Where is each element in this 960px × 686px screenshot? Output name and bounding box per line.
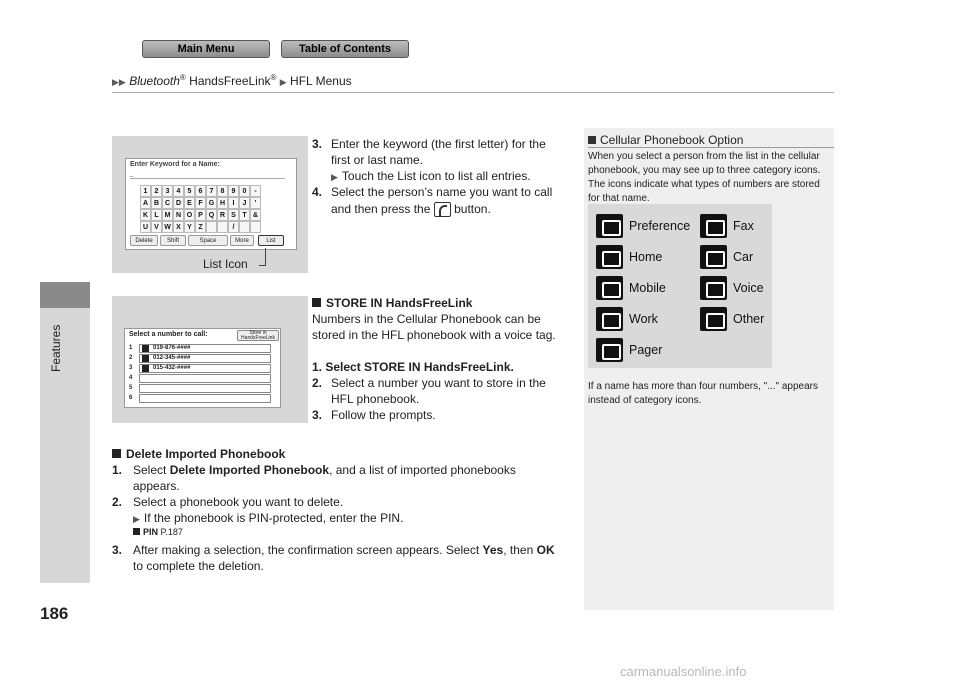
side-tab-marker <box>40 282 90 308</box>
select-number-screenshot <box>112 296 308 423</box>
keyboard-key: N <box>173 209 184 221</box>
keyboard-key <box>206 221 217 233</box>
category-voice <box>700 276 764 300</box>
category-label: Work <box>629 312 658 326</box>
category-icon <box>142 345 149 352</box>
step-4-text-b: button. <box>454 202 491 216</box>
row-number: 1 <box>129 345 133 351</box>
phone-number: 015-432-#### <box>153 365 191 371</box>
store-step-2-line-2: HFL phonebook. <box>331 392 420 406</box>
pin-reference-label[interactable]: PIN <box>143 527 159 537</box>
delete-step-1-line-2: appears. <box>133 479 180 493</box>
number-row <box>129 353 271 363</box>
sidebar-title-text: Cellular Phonebook Option <box>600 133 744 147</box>
store-heading <box>312 295 472 311</box>
category-icon <box>142 365 149 372</box>
keyboard-key: K <box>140 209 151 221</box>
category-icons-box <box>588 204 772 368</box>
pin-reference-page[interactable]: P.187 <box>160 527 183 537</box>
main-menu-button[interactable]: Main Menu <box>142 40 270 58</box>
select-number-title: Select a number to call: <box>129 331 208 338</box>
keyboard-key: L <box>151 209 162 221</box>
row-cell <box>139 384 271 393</box>
delete-step-3-line-2: to complete the deletion. <box>133 559 264 573</box>
keyboard-key: O <box>184 209 195 221</box>
row-cell <box>139 374 271 383</box>
sidebar-title <box>588 133 743 147</box>
row-cell <box>139 344 271 353</box>
section-square-icon <box>112 449 121 458</box>
step-3-sub-text: Touch the List icon to list all entries. <box>341 169 531 183</box>
keyword-input: _ <box>130 171 285 179</box>
row-number: 4 <box>129 375 133 381</box>
watermark: carmanualsonline.info <box>620 664 747 679</box>
category-home <box>596 245 662 269</box>
keyboard-key: V <box>151 221 162 233</box>
delete-step-3-then: , then <box>503 543 534 557</box>
keyboard-key: I <box>228 197 239 209</box>
preference-phone-icon <box>596 214 623 238</box>
keyboard-key: J <box>239 197 250 209</box>
category-icon <box>142 355 149 362</box>
list-key: List <box>258 235 284 246</box>
keyboard-key: Q <box>206 209 217 221</box>
keyboard-key: 0 <box>239 185 250 197</box>
step-4-text-a: and then press the <box>331 202 431 216</box>
keyboard-key: / <box>228 221 239 233</box>
step-4-line-1: Select the person’s name you want to call <box>331 185 553 199</box>
keyboard-key: - <box>250 185 261 197</box>
ok-label: OK <box>536 543 555 557</box>
delete-step-2-sub <box>133 510 403 527</box>
keyboard-key: H <box>217 197 228 209</box>
list-icon-caption: List Icon <box>203 257 248 271</box>
keyboard-key: 9 <box>228 185 239 197</box>
pager-icon <box>596 338 623 362</box>
category-label: Other <box>733 312 765 326</box>
category-preference <box>596 214 690 238</box>
keyboard-key: E <box>184 197 195 209</box>
row-cell <box>139 364 271 373</box>
phone-number: 012-345-#### <box>153 355 191 361</box>
number-list <box>129 343 271 403</box>
keyword-screen <box>125 158 297 250</box>
keyboard-key: Z <box>195 221 206 233</box>
keyboard-key: 5 <box>184 185 195 197</box>
keyboard-key: P <box>195 209 206 221</box>
keyboard-key: B <box>151 197 162 209</box>
keyboard-key <box>239 221 250 233</box>
reference-arrow-icon <box>133 528 140 535</box>
breadcrumb-arrow-icon: ▶▶ <box>112 77 126 87</box>
sidebar-rule <box>588 147 834 148</box>
breadcrumb-handsfreelink[interactable]: HandsFreeLink <box>185 74 271 88</box>
delete-step-3-line-1 <box>133 542 555 558</box>
keyboard-key <box>250 221 261 233</box>
keyboard-key: M <box>162 209 173 221</box>
keyboard-key: W <box>162 221 173 233</box>
row-number: 3 <box>129 365 133 371</box>
keyboard-key: Y <box>184 221 195 233</box>
delete-step-2: Select a phonebook you want to delete. <box>133 495 344 509</box>
sidebar-note <box>584 128 834 610</box>
page-number: 186 <box>40 604 69 623</box>
number-row <box>129 383 271 393</box>
delete-step-2-sub-text: If the phonebook is PIN-protected, enter the PIN. <box>143 511 404 525</box>
mobile-icon <box>596 276 623 300</box>
keyboard-key: U <box>140 221 151 233</box>
step-4-line-2 <box>331 201 491 217</box>
home-icon <box>596 245 623 269</box>
category-other <box>700 307 764 331</box>
talk-button-icon <box>434 202 451 217</box>
keyboard-key: 7 <box>206 185 217 197</box>
category-label: Voice <box>733 281 764 295</box>
keyboard-key: 2 <box>151 185 162 197</box>
fax-icon <box>700 214 727 238</box>
row-number: 6 <box>129 395 133 401</box>
store-step-3: Follow the prompts. <box>331 408 436 422</box>
number-row <box>129 343 271 353</box>
keyboard-key: R <box>217 209 228 221</box>
category-label: Fax <box>733 219 754 233</box>
category-mobile <box>596 276 666 300</box>
keyboard-key: 8 <box>217 185 228 197</box>
registered-mark: ® <box>270 73 277 82</box>
keyboard-key: X <box>173 221 184 233</box>
store-in-hfl-button: Store in HandsFreeLink <box>237 330 279 341</box>
category-label: Car <box>733 250 754 264</box>
delete-step-3-num: 3. <box>112 543 123 557</box>
keyboard-key: 6 <box>195 185 206 197</box>
category-fax <box>700 214 754 238</box>
row-cell <box>139 354 271 363</box>
number-row <box>129 393 271 403</box>
keyboard-key: ' <box>250 197 261 209</box>
phone-number: 019-876-#### <box>153 345 191 351</box>
space-key: Space <box>188 235 228 246</box>
delete-heading-text: Delete Imported Phonebook <box>126 447 286 461</box>
keyboard-key: S <box>228 209 239 221</box>
more-key: More <box>230 235 254 246</box>
delete-step-1-num: 1. <box>112 463 123 477</box>
header-divider <box>112 92 834 93</box>
pin-reference[interactable] <box>133 527 183 537</box>
registered-mark: ® <box>179 73 186 82</box>
category-label: Pager <box>629 343 663 357</box>
car-icon <box>700 245 727 269</box>
step-3-line-2: first or last name. <box>331 153 424 167</box>
keyboard-key: & <box>250 209 261 221</box>
breadcrumb-bluetooth[interactable]: Bluetooth <box>129 74 180 88</box>
step-3-line-1: Enter the keyword (the first letter) for the <box>331 137 546 151</box>
store-para-2: stored in the HFL phonebook with a voice tag. <box>312 328 556 342</box>
delete-step-1-b: Delete Imported Phonebook <box>169 463 330 477</box>
breadcrumb <box>112 73 352 88</box>
select-number-screen <box>124 328 281 408</box>
delete-step-3-a: After making a selection, the confirmation screen appears. Select <box>133 543 480 557</box>
store-step-2-num: 2. <box>312 376 323 390</box>
keyboard-key: G <box>206 197 217 209</box>
category-pager <box>596 338 662 362</box>
number-row <box>129 363 271 373</box>
delete-step-1-line-1 <box>133 462 516 478</box>
sidebar-note-text: If a name has more than four numbers, "..." appears instead of category icons. <box>588 381 818 406</box>
delete-step-1-a: Select <box>133 463 167 477</box>
store-step-3-num: 3. <box>312 408 323 422</box>
keyword-entry-screenshot <box>112 136 308 273</box>
delete-key: Delete <box>130 235 158 246</box>
keyboard-key: D <box>173 197 184 209</box>
side-tab-label: Features <box>49 324 63 372</box>
voice-icon <box>700 276 727 300</box>
store-step-2-line-1: Select a number you want to store in the <box>331 376 546 390</box>
delete-heading <box>112 446 285 462</box>
work-icon <box>596 307 623 331</box>
triangle-bullet-icon: ▶ <box>133 514 140 524</box>
yes-label: Yes <box>482 543 504 557</box>
step-number: 3. <box>312 137 323 151</box>
keyboard-key: 3 <box>162 185 173 197</box>
keyboard-key: F <box>195 197 206 209</box>
star-icon <box>700 307 727 331</box>
keyboard-key: A <box>140 197 151 209</box>
number-row <box>129 373 271 383</box>
delete-step-2-num: 2. <box>112 495 123 509</box>
breadcrumb-hfl-menus: HFL Menus <box>290 74 352 88</box>
store-step-1: 1. Select STORE IN HandsFreeLink. <box>312 360 514 374</box>
breadcrumb-arrow-icon: ▶ <box>279 77 287 87</box>
delete-step-1-c: , and a list of imported phonebooks <box>329 463 516 477</box>
list-icon-callout-line <box>259 248 266 266</box>
note-icon <box>588 136 596 144</box>
category-label: Home <box>629 250 663 264</box>
category-label: Preference <box>629 219 691 233</box>
step-number: 4. <box>312 185 323 199</box>
row-cell <box>139 394 271 403</box>
table-of-contents-button[interactable]: Table of Contents <box>281 40 409 58</box>
shift-key: Shift <box>160 235 186 246</box>
keyboard-key: 4 <box>173 185 184 197</box>
row-number: 2 <box>129 355 133 361</box>
store-para-1: Numbers in the Cellular Phonebook can be <box>312 312 541 326</box>
category-car <box>700 245 753 269</box>
step-3-sub <box>331 168 531 185</box>
sidebar-intro: When you select a person from the list in the cellular phonebook, you may see up to three category icons. The icons indicate what types of numbers are stored for that name. <box>588 151 821 204</box>
category-label: Mobile <box>629 281 666 295</box>
row-number: 5 <box>129 385 133 391</box>
keyboard-key: T <box>239 209 250 221</box>
keyword-screen-title: Enter Keyword for a Name: <box>130 161 220 168</box>
side-tab <box>40 308 90 583</box>
keyboard-grid <box>140 185 261 233</box>
category-work <box>596 307 658 331</box>
step-3 <box>312 136 322 152</box>
store-heading-text: STORE IN HandsFreeLink <box>326 296 473 310</box>
keyboard-key <box>217 221 228 233</box>
keyboard-key: 1 <box>140 185 151 197</box>
triangle-bullet-icon: ▶ <box>331 172 338 182</box>
step-4 <box>312 184 322 200</box>
section-square-icon <box>312 298 321 307</box>
keyboard-key: C <box>162 197 173 209</box>
